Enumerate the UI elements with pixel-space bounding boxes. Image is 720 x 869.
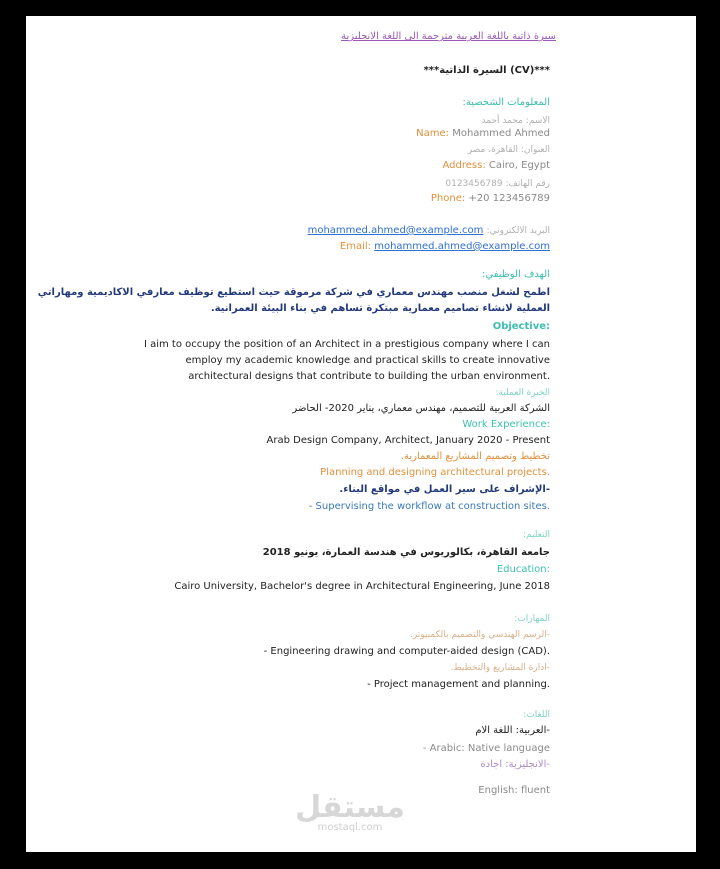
email-link[interactable]: mohammed.ahmed@example.com [374, 241, 550, 252]
lang1-en: - Arabic: Native language [422, 743, 550, 754]
skills-heading-ar: المهارات: [514, 614, 550, 624]
cv-heading: ***السيرة الذاتية (CV)*** [423, 65, 550, 76]
email-ar-link[interactable]: mohammed.ahmed@example.com [307, 225, 484, 236]
experience-heading-ar: الخبرة العملية: [495, 388, 550, 398]
email-ar-label: البريد الالكتروني: [486, 226, 550, 236]
experience-ar: الشركة العربية للتصميم، مهندس معماري، يناير 2020- الحاضر [292, 403, 550, 414]
personal-heading-ar: المعلومات الشخصية: [462, 97, 550, 108]
phone-en [431, 192, 550, 206]
name-label: Name: [416, 128, 450, 139]
email-label: Email: [339, 241, 372, 252]
objective-en-3: architectural designs that contribute to building the urban environment. [188, 371, 550, 382]
phone-ar: رقم الهاتف: 0123456789 [445, 179, 550, 189]
languages-heading-ar: اللغات: [523, 710, 550, 720]
experience-en: Arab Design Company, Architect, January 2020 - Present [266, 435, 550, 446]
skill2-en: - Project management and planning. [367, 679, 550, 690]
name-value: Mohammed Ahmed [449, 128, 550, 139]
skill1-ar: -الرسم الهندسي والتصميم بالكمبيوتر. [409, 630, 550, 640]
cv-page [26, 16, 696, 852]
skill2-ar: -ادارة المشاريع والتخطيط. [450, 663, 550, 673]
address-label: Address: [442, 160, 486, 171]
objective-heading-en: Objective: [492, 321, 550, 332]
lang1-ar: -العربية: اللغة الام [475, 725, 550, 736]
task2-ar: -الإشراف على سير العمل في مواقع البناء. [339, 484, 550, 495]
education-heading-ar: التعليم: [522, 530, 550, 540]
task1-en: Planning and designing architectural projects. [320, 467, 550, 478]
phone-label: Phone: [430, 193, 466, 204]
lang2-ar: -الانجليزية: اجادة [480, 759, 550, 770]
address-en [443, 159, 551, 173]
lang2-en: English: fluent [478, 785, 550, 796]
objective-en-2: employ my academic knowledge and practical skills to create innovative [185, 355, 550, 366]
address-value: Cairo, Egypt [485, 160, 550, 171]
name-ar: الاسم: محمد أحمد [481, 116, 550, 126]
title-link[interactable]: سيرة ذاتية باللغة العربية مترجمة الى اللغة الانجليزية [341, 31, 556, 42]
objective-ar-2: العملية لانشاء تصاميم معمارية مبتكرة تساهم في بناء البيئة العمرانية. [210, 303, 550, 314]
watermark-logo: مستقل [295, 790, 405, 825]
education-en: Cairo University, Bachelor's degree in Architectural Engineering, June 2018 [174, 581, 550, 592]
name-en [416, 127, 550, 141]
email-en [340, 240, 550, 254]
watermark-domain: mostaql.com [317, 822, 383, 833]
objective-ar-1: اطمح لشغل منصب مهندس معماري في شركة مرموقة حيث استطيع توظيف معارفي الاكاديمية ومهاراتي [37, 287, 550, 298]
experience-heading-en: Work Experience: [462, 419, 550, 430]
email-ar-line [308, 224, 550, 238]
task1-ar: تخطيط وتصميم المشاريع المعمارية. [400, 451, 550, 462]
objective-heading-ar: الهدف الوظيفي: [482, 269, 550, 280]
objective-en-1: I aim to occupy the position of an Architect in a prestigious company where I can [143, 339, 550, 350]
phone-value: +20 123456789 [465, 193, 550, 204]
skill1-en: - Engineering drawing and computer-aided design (CAD). [263, 646, 550, 657]
education-heading-en: Education: [496, 564, 550, 575]
address-ar: العنوان: القاهرة، مصر [467, 145, 550, 155]
education-ar: جامعة القاهرة، بكالوريوس في هندسة العمارة، يونيو 2018 [262, 547, 550, 558]
task2-en: - Supervising the workflow at construction sites. [308, 501, 550, 512]
